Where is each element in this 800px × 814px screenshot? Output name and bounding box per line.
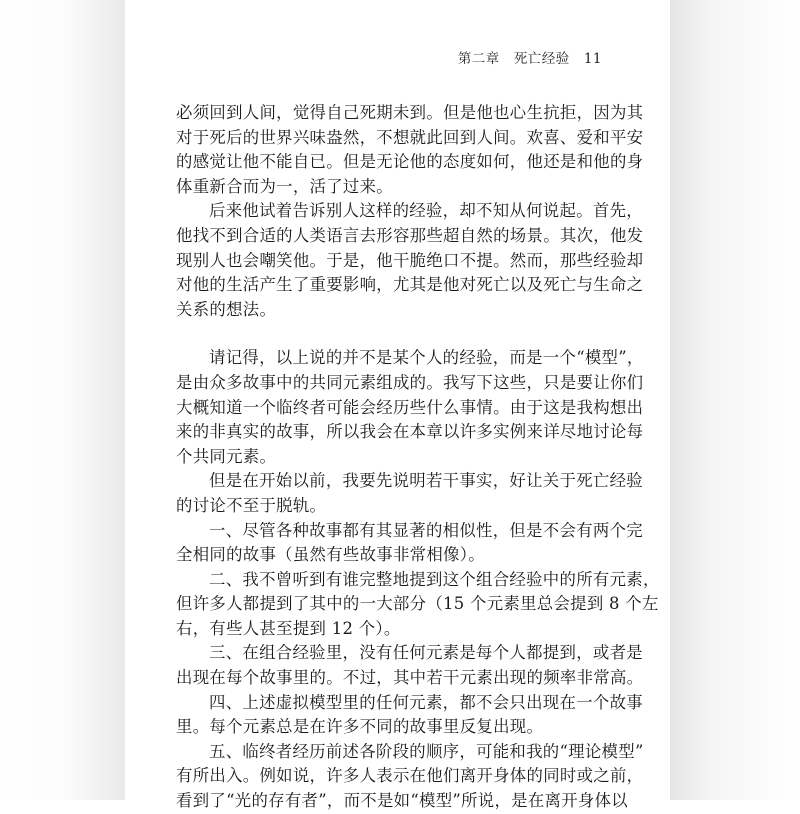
book-page <box>125 0 670 811</box>
running-head <box>458 47 602 67</box>
text-line: 但许多人都提到了其中的一大部分（15 个元素里总会提到 8 个左 <box>176 594 659 614</box>
text-line: 他找不到合适的人类语言去形容那些超自然的场景。其次，他发 <box>176 225 644 245</box>
text-line: 关系的想法。 <box>176 299 277 319</box>
text-line: 四、上述虚拟模型里的任何元素，都不会只出现在一个故事 <box>209 692 643 712</box>
text-line: 来的非真实的故事，所以我会在本章以许多实例来详尽地讨论每 <box>176 422 644 442</box>
text-line: 的感觉让他不能自已。但是无论他的态度如何，他还是和他的身 <box>176 152 644 172</box>
text-line: 五、临终者经历前述各阶段的顺序，可能和我的“理论模型” <box>209 741 644 761</box>
section-break <box>176 322 617 346</box>
page-shadow-left <box>0 0 125 800</box>
text-line: 出现在每个故事里的。不过，其中若干元素出现的频率非常高。 <box>176 668 644 688</box>
text-line: 体重新合而为一，活了过来。 <box>176 176 393 196</box>
text-line: 必须回到人间，觉得自己死期未到。但是他也心生抗拒，因为其 <box>176 103 644 122</box>
chapter-label: 第二章 <box>457 51 500 67</box>
page-shadow-right <box>670 0 800 800</box>
text-line: 的讨论不至于脱轨。 <box>176 495 327 515</box>
text-line: 有所出入。例如说，许多人表示在他们离开身体的同时或之前， <box>176 766 644 786</box>
text-line: 里。每个元素总是在许多不同的故事里反复出现。 <box>176 717 544 737</box>
text-line: 对他的生活产生了重要影响，尤其是他对死亡以及死亡与生命之 <box>176 275 644 295</box>
text-line: 但是在开始以前，我要先说明若干事实，好让关于死亡经验 <box>209 471 643 491</box>
chapter-title: 死亡经验 <box>513 51 570 67</box>
text-line: 全相同的故事（虽然有些故事非常相像）。 <box>176 545 485 565</box>
text-line: 看到了“光的存有者”，而不是如“模型”所说，是在离开身体以 <box>176 791 628 811</box>
body-text <box>176 101 660 814</box>
text-line: 二、我不曾听到有谁完整地提到这个组合经验中的所有元素， <box>209 569 660 589</box>
text-line: 请记得，以上说的并不是某个人的经验，而是一个“模型”， <box>209 348 644 368</box>
text-line: 是由众多故事中的共同元素组成的。我写下这些，只是要让你们 <box>176 372 644 392</box>
page-number: 11 <box>583 51 602 67</box>
text-line: 大概知道一个临终者可能会经历些什么事情。由于这是我构想出 <box>176 397 644 417</box>
text-line: 现别人也会嘲笑他。于是，他干脆绝口不提。然而，那些经验却 <box>176 250 644 270</box>
text-line: 一、尽管各种故事都有其显著的相似性，但是不会有两个完 <box>209 520 643 540</box>
text-line: 后来他试着告诉别人这样的经验，却不知从何说起。首先， <box>209 201 643 221</box>
text-line: 对于死后的世界兴味盎然，不想就此回到人间。欢喜、爱和平安 <box>176 127 644 147</box>
text-line: 三、在组合经验里，没有任何元素是每个人都提到，或者是 <box>209 643 643 663</box>
text-line: 右，有些人甚至提到 12 个）。 <box>176 618 401 638</box>
text-line: 个共同元素。 <box>176 446 277 466</box>
